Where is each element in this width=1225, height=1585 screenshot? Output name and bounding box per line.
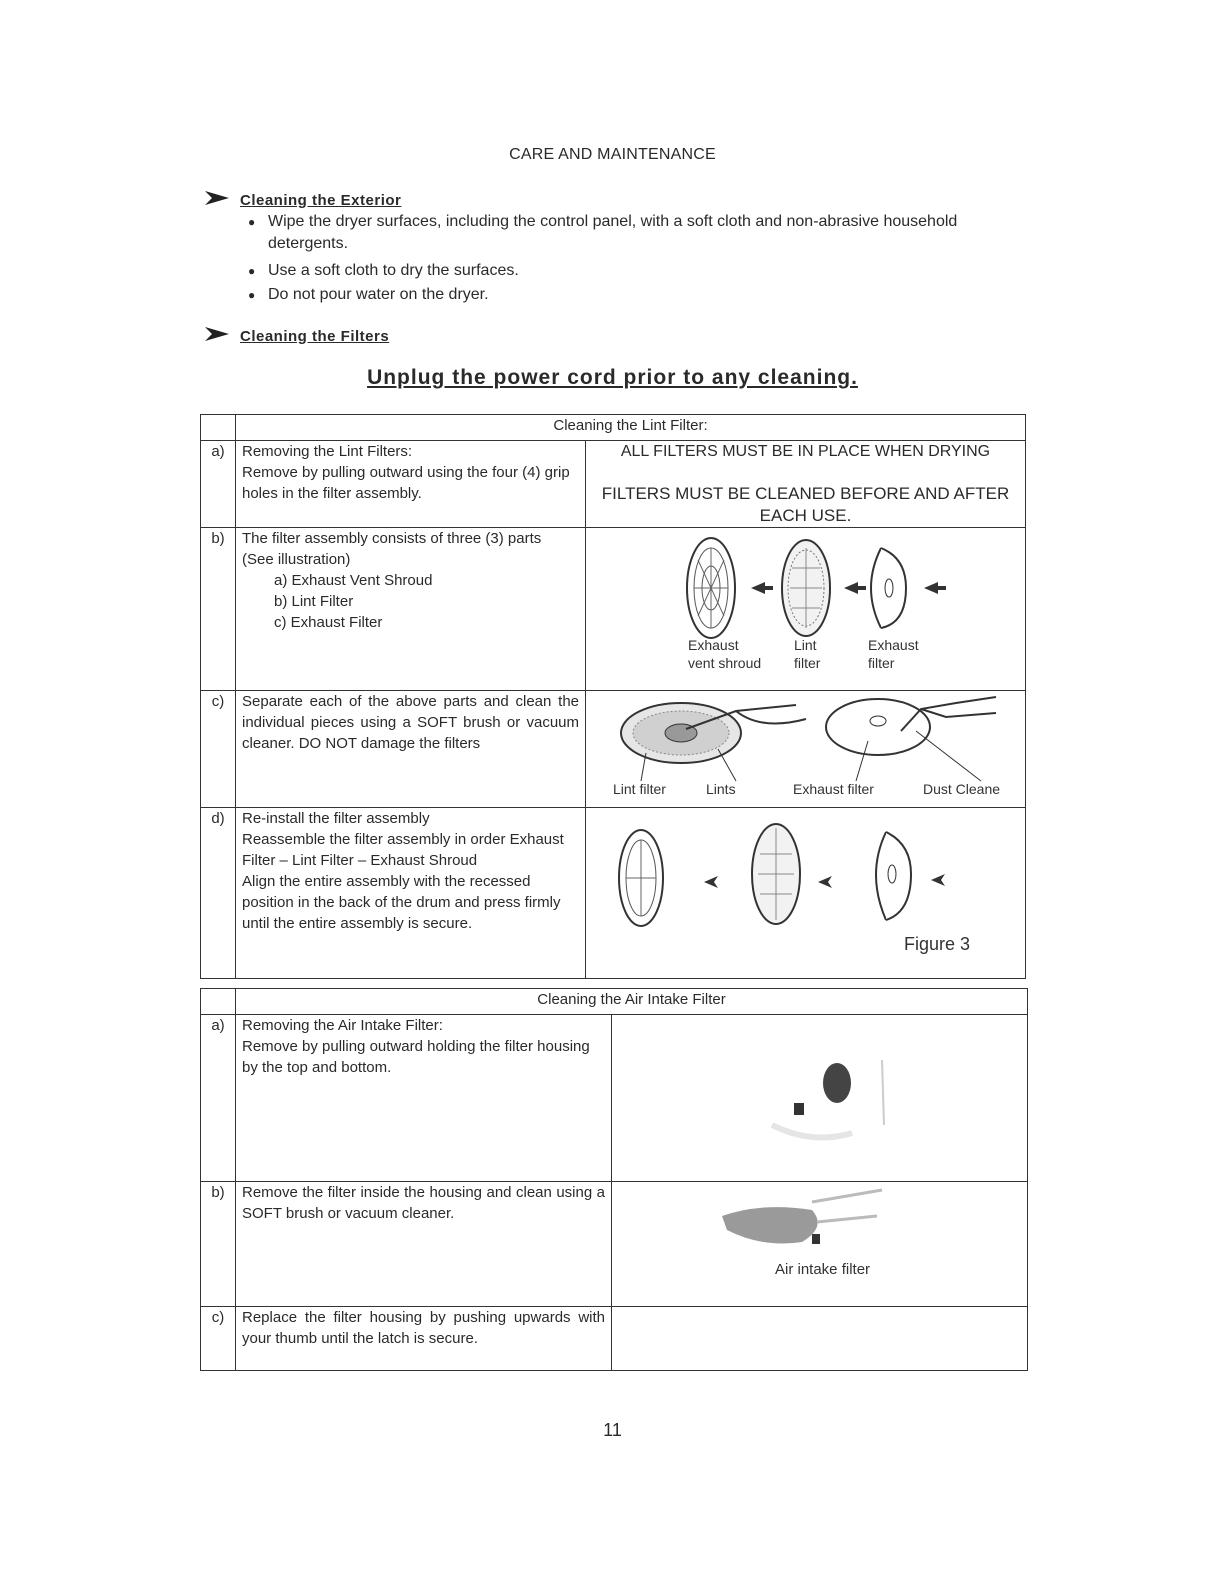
caption-lints: Lints [706, 781, 736, 797]
caption-exhaust-2: filter [868, 655, 895, 671]
arrow-left-icon [844, 582, 866, 594]
air-intake-removal-photo [612, 1015, 1022, 1175]
part-item: a) Exhaust Vent Shroud [274, 572, 433, 589]
bullet-icon: ● [248, 288, 256, 302]
table-row [201, 441, 1026, 528]
list-item: ● Use a soft cloth to dry the surfaces. [248, 260, 1028, 282]
page-title: CARE AND MAINTENANCE [509, 146, 716, 163]
table-row [201, 1307, 1028, 1371]
lint-filter-icon [752, 824, 800, 924]
table-row [201, 528, 1026, 691]
row-label: b) [201, 1182, 236, 1307]
caption-air-intake-filter: Air intake filter [775, 1261, 871, 1278]
table-row [201, 1015, 1028, 1182]
part-item: c) Exhaust Filter [274, 614, 383, 631]
section-heading-exterior [204, 190, 401, 210]
table-row [201, 1182, 1028, 1307]
row-text: The filter assembly consists of three (3) parts [242, 530, 542, 547]
row-text: Removing the Lint Filters: [242, 443, 413, 460]
caption-shroud-2: vent shroud [688, 655, 762, 671]
row-text: Remove the filter inside the housing and clean using a SOFT brush or vacuum cleaner. [236, 1182, 612, 1307]
warning-text: Unplug the power cord prior to any cleaning. [367, 366, 858, 389]
section-title: Cleaning the Exterior [240, 191, 402, 209]
housing-grip-icon [823, 1063, 851, 1103]
cleaning-notice: FILTERS MUST BE CLEANED BEFORE AND AFTER EACH USE. [601, 484, 1010, 525]
caption-lint-1: Lint [794, 637, 817, 653]
row-label: a) [201, 441, 236, 528]
exhaust-filter-icon [876, 832, 911, 920]
bullet-icon: ● [248, 215, 256, 229]
air-intake-table [200, 988, 1028, 1371]
exhaust-vent-shroud-icon [619, 830, 663, 926]
caption-shroud-1: Exhaust [688, 637, 739, 653]
arrow-left-icon [924, 582, 946, 594]
row-text: Reassemble the filter assembly in order Exhaust Filter – Lint Filter – Exhaust Shroud [242, 831, 564, 869]
bullet-icon: ● [248, 264, 256, 278]
row-label: d) [201, 808, 236, 979]
caption-dust-cleaner: Dust Cleane [923, 781, 1001, 797]
arrow-bullet-icon [204, 190, 232, 210]
section-title: Cleaning the Filters [240, 327, 390, 345]
arrow-bullet-icon [204, 326, 232, 346]
cleaning-illustration [586, 691, 1026, 801]
arrow-left-icon [751, 582, 773, 594]
arrow-right-icon [931, 874, 945, 886]
filters-notice: ALL FILTERS MUST BE IN PLACE WHEN DRYING [620, 443, 991, 460]
table-header: Cleaning the Air Intake Filter [236, 989, 1028, 1015]
exhaust-vent-shroud-icon [687, 538, 735, 638]
arrow-right-icon [704, 876, 718, 888]
lint-filter-icon [782, 540, 830, 636]
reinstall-illustration [586, 808, 1026, 972]
page-number: 11 [603, 1420, 622, 1440]
lint-filter-table [200, 414, 1026, 979]
row-label: c) [201, 1307, 236, 1371]
filter-parts-illustration [586, 528, 1026, 684]
table-row [201, 691, 1026, 808]
row-text: Removing the Air Intake Filter: [242, 1017, 443, 1034]
lint-filter-brush-icon [621, 703, 806, 763]
figure-label: Figure 3 [904, 934, 971, 954]
row-text: Replace the filter housing by pushing upwards with your thumb until the latch is secure. [236, 1307, 612, 1371]
caption-lint-filter: Lint filter [613, 781, 666, 797]
caption-exhaust-1: Exhaust [868, 637, 919, 653]
section-heading-filters [204, 326, 389, 346]
part-item: b) Lint Filter [274, 593, 354, 610]
air-filter-icon [722, 1207, 818, 1243]
list-item: ● Do not pour water on the dryer. [248, 284, 1028, 306]
row-text: Re-install the filter assembly [242, 810, 430, 827]
arrow-right-icon [818, 876, 832, 888]
list-item: ● Wipe the dryer surfaces, including the control panel, with a soft cloth and non-abrasive household detergents. [248, 213, 958, 252]
row-text: Remove by pulling outward using the four (4) grip holes in the filter assembly. [242, 464, 570, 502]
exhaust-filter-icon [871, 548, 906, 628]
row-label: a) [201, 1015, 236, 1182]
row-text: Separate each of the above parts and clean the individual pieces using a SOFT brush or vacuum cleaner. DO NOT damage the filters [236, 691, 586, 808]
table-header: Cleaning the Lint Filter: [236, 415, 1026, 441]
row-label: b) [201, 528, 236, 691]
table-row [201, 808, 1026, 979]
row-text: Align the entire assembly with the recessed position in the back of the drum and press firmly until the entire assembly is secure. [242, 873, 561, 932]
exhaust-filter-vacuum-icon [826, 697, 996, 755]
caption-exhaust-filter: Exhaust filter [793, 781, 874, 797]
caption-lint-2: filter [794, 655, 821, 671]
row-text: (See illustration) [242, 551, 351, 568]
row-text: Remove by pulling outward holding the filter housing by the top and bottom. [242, 1038, 590, 1076]
air-intake-cleaning-photo [612, 1182, 1022, 1300]
row-label: c) [201, 691, 236, 808]
